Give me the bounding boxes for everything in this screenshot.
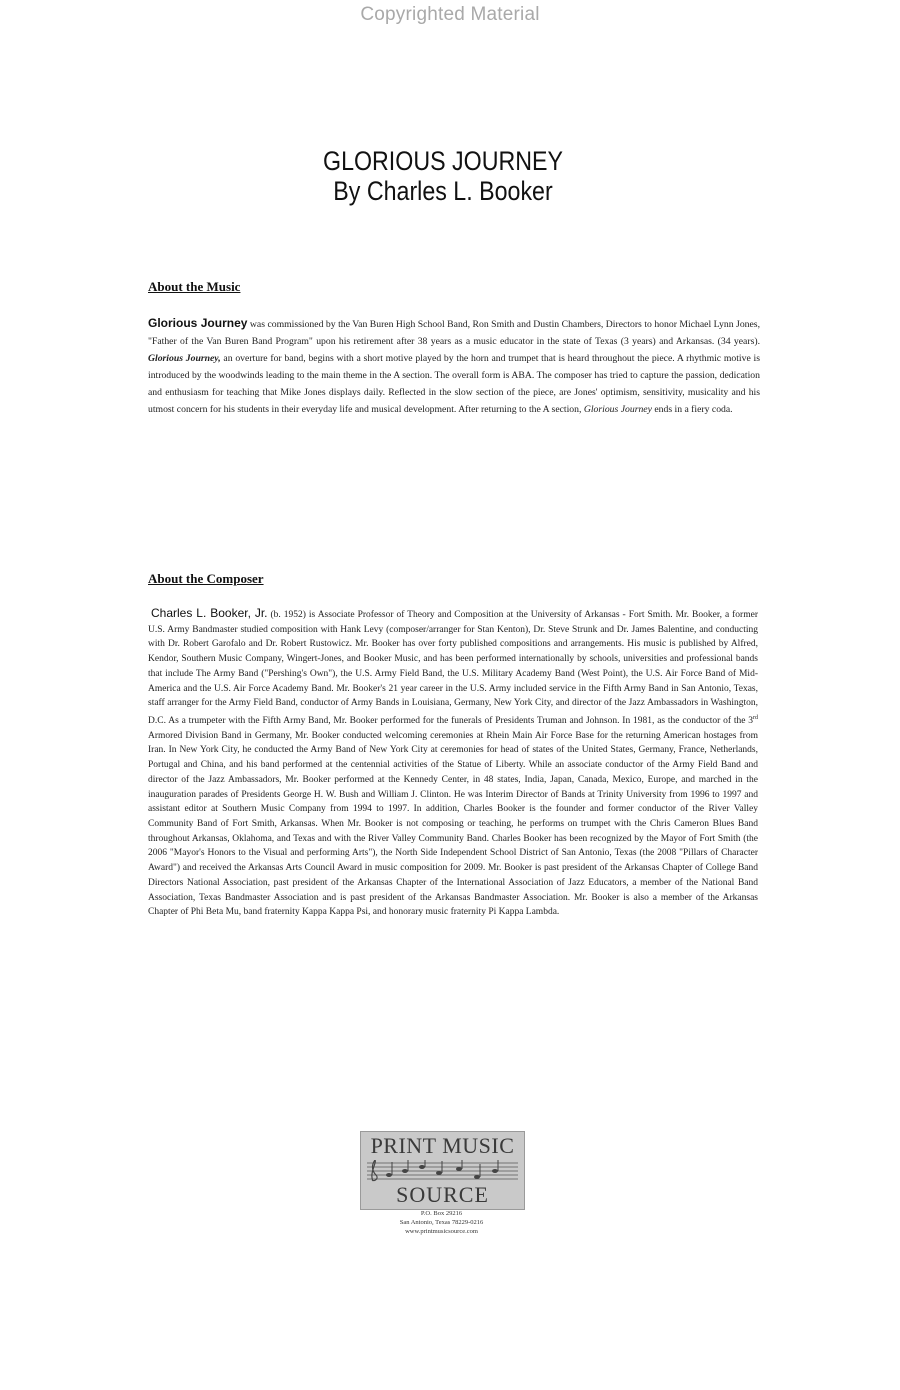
about-music-heading: About the Music xyxy=(148,279,241,294)
copyright-watermark: Copyrighted Material xyxy=(360,4,540,25)
address-city: San Antonio, Texas 78229-0216 xyxy=(399,1219,484,1226)
ordinal-suffix: rd xyxy=(753,714,758,721)
about-music-text xyxy=(148,315,760,419)
logo-text-line1: PRINT MUSIC xyxy=(370,1133,515,1158)
about-composer-heading: About the Composer xyxy=(148,571,264,586)
print-music-source-logo xyxy=(360,1131,525,1210)
about-music-lead: Glorious Journey xyxy=(148,316,248,330)
about-music-text-part1: was commissioned by the Van Buren High School Band, Ron Smith and Dustin Chambers, Directors to honor Michael Lynn Jones, "Father of the Van Buren Band Program" upon his retirement after 38 years as a music educator in the state of Texas (3 years) and Arkansas. (34 years). xyxy=(148,319,760,348)
music-staff-icon xyxy=(367,1160,518,1182)
about-composer-text xyxy=(148,606,758,920)
about-music-title-ref2: Glorious Journey xyxy=(583,404,652,416)
page-title xyxy=(62,146,824,206)
publisher-address xyxy=(360,1209,523,1236)
logo-text-line2: SOURCE xyxy=(396,1182,489,1207)
about-composer-text-part1: (b. 1952) is Associate Professor of Theory and Composition at the University of Arkansas - Fort Smith. Mr. Booker, a former U.S. Army Bandmaster studied composition with Hank Levy (composer/arranger for Stan Kenton), Dr. Steve Strunk and Dr. James Balentine, and conducting with Dr. Robert Garofalo and Dr. Robert Rustowicz. Mr. Booker has over forty published compositions and arrangements. His music is published by Alfred, Kendor, Southern Music Company, Wingert-Jones, and Booker Music, and has been performed internationally by schools, universities and professional bands that include The Army Band ("Pershing's Own"), the U.S. Army Field Band, the U.S. Military Academy Band (West Point), the U.S. Air Force Band of Mid-America and the U.S. Air Force Academy Band. Mr. Booker's 21 year career in the U.S. Army included service in the Fifth Army Band in San Antonio, Texas, staff arranger for the Army Field Band, conductor of Army Bands in Louisiana, Germany, New York City, and director of the Jazz Ambassadors in Washington, D.C. As a trumpeter with the Fifth Army Band, Mr. Booker performed for the funerals of Presidents Truman and Johnson. In 1981, as the conductor of the 3 xyxy=(148,610,758,727)
about-composer-lead: Charles L. Booker, Jr. xyxy=(150,606,268,620)
address-po-box: P.O. Box 29216 xyxy=(420,1210,463,1217)
piece-title: GLORIOUS JOURNEY xyxy=(323,146,563,176)
about-music-text-part3: ends in a fiery coda. xyxy=(651,404,733,416)
about-composer-text-part2: Armored Division Band in Germany, Mr. Booker conducted welcoming ceremonies at Rhein Main Air Force Base for the returning American hostages from Iran. In New York City, he conducted the Army Band of New York City at ceremonies for head of states of the United States, Germany, France, Netherlands, Portugal and China, and his band performed at the centennial activities of the Statue of Liberty. While an associate conductor of the Army Field Band and director of the Jazz Ambassadors, Mr. Booker performed at the Kennedy Center, in 48 states, India, Japan, Canada, Mexico, Europe, and marched in the inauguration parades of Presidents George H. W. Bush and William J. Clinton. He was Interim Director of Bands at Trinity University from 1996 to 1997 and assistant editor at Southern Music Company from 1994 to 1997. In addition, Charles Booker is the founder and former conductor of the River Valley Community Band of Fort Smith, Arkansas. When Mr. Booker is not composing or teaching, he performs on trumpet with the Chris Cameron Blues Band throughout Arkansas, Oklahoma, and Texas and with the River Valley Community Band. Charles Booker has been recognized by the Mayor of Fort Smith (the 2006 "Mayor's Honors to the Visual and performing Arts"), the North Side Independent School District of San Antonio, Texas (the 2008 "Pillars of Character Award") and received the Arkansas Arts Council Award in music composition for 2009. Mr. Booker is past president of the Arkansas Chapter of College Band Directors National Association, past president of the Arkansas Chapter of the International Association of Jazz Educators, a member of the National Band Association, Texas Bandmaster Association and is past president of the Arkansas Bandmaster Association. Mr. Booker is also a member of the Arkansas Chapter of Phi Beta Mu, band fraternity Kappa Kappa Psi, and honorary music fraternity Pi Kappa Lambda. xyxy=(148,730,758,918)
about-music-title-ref: Glorious Journey, xyxy=(148,353,221,365)
publisher-website: www.printmusicsource.com xyxy=(405,1228,478,1235)
composer-byline: By Charles L. Booker xyxy=(333,176,553,206)
about-music-text-part2: an overture for band, begins with a short motive played by the horn and trumpet that is heard throughout the piece. A rhythmic motive is introduced by the woodwinds leading to the main theme in the A section. The overall form is ABA. The composer has tried to capture the passion, dedication and enthusiasm for teaching that Mike Jones displays daily. Reflected in the slow section of the piece, are Jones' optimism, sensitivity, musicality and his utmost concern for his students in their everyday life and musical development. After returning to the A section, xyxy=(148,353,760,416)
